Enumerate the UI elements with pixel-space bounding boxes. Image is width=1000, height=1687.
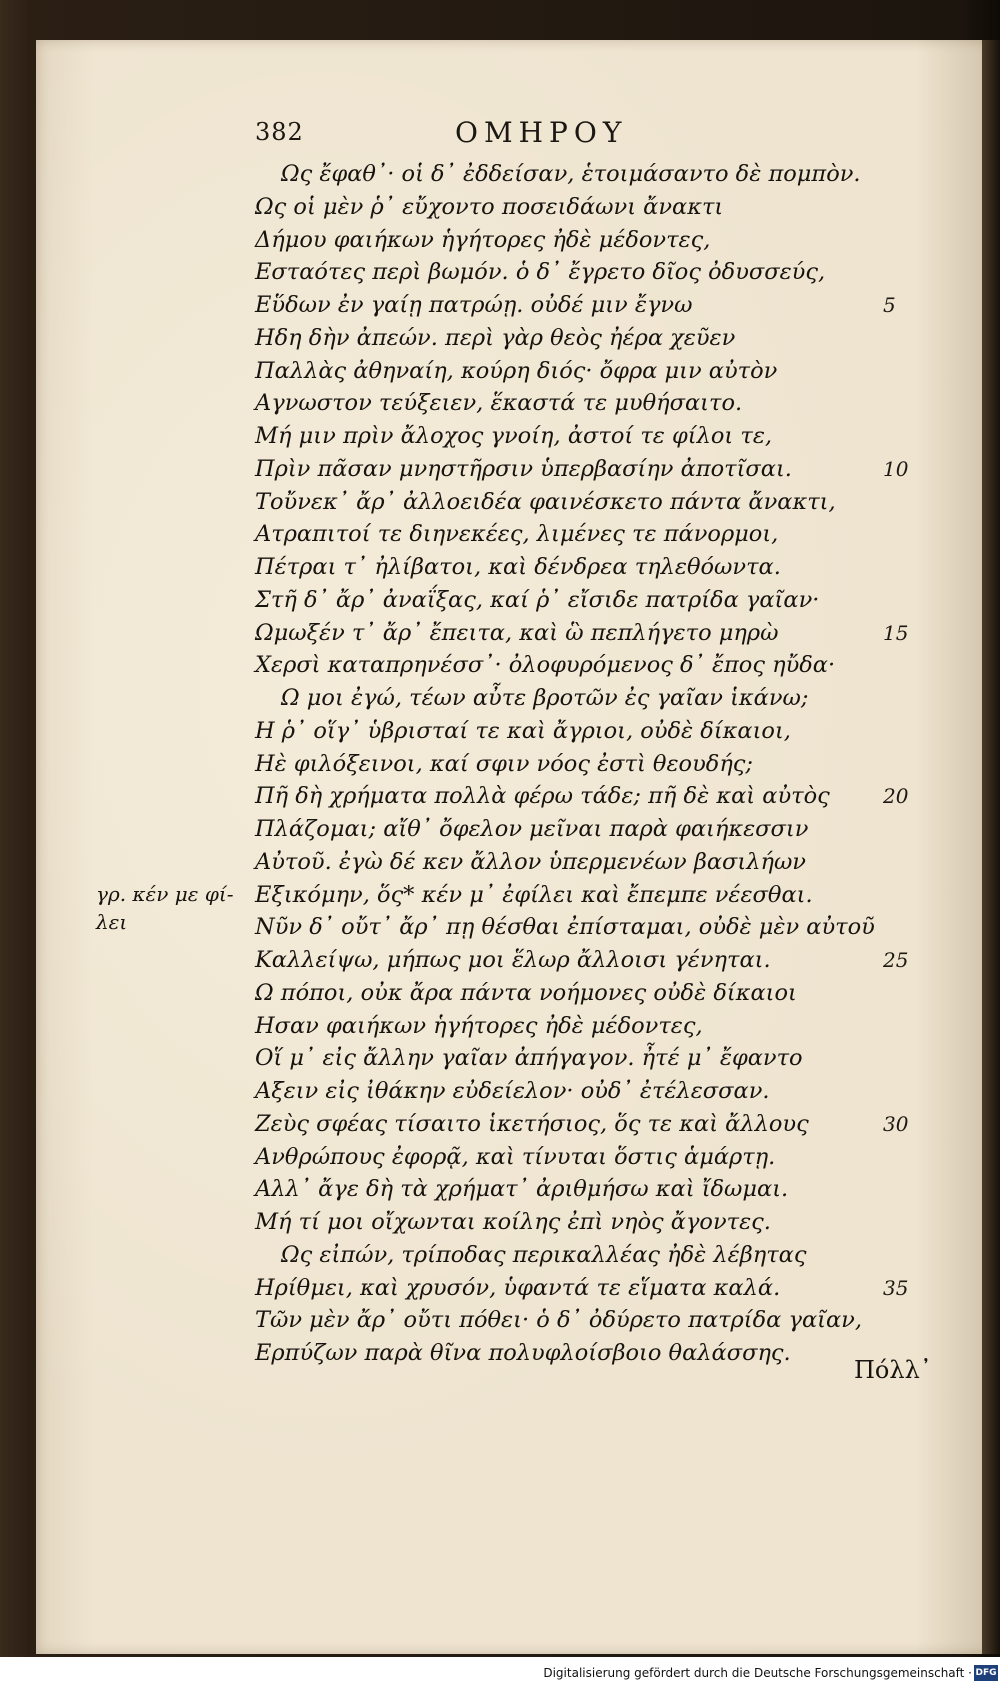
- page-number: 382: [255, 118, 304, 146]
- verse-line: [255, 715, 875, 748]
- verse-text: Εσταότες περὶ βωμόν. ὁ δ᾽ ἔγρετο δῖος ὀδυσσεύς,: [255, 259, 826, 286]
- verse-text: Μή μιν πρὶν ἄλοχος γνοίη, ἀστοί τε φίλοι τε,: [255, 423, 773, 449]
- verse-line: [255, 1042, 875, 1075]
- verse-text: Ω μοι ἐγώ, τέων αὖτε βροτῶν ἐς γαῖαν ἱκάνω;: [281, 685, 809, 711]
- verse-line: [255, 649, 875, 682]
- verse-line: [255, 158, 875, 191]
- verse-text: Ωμωξέν τ᾽ ἄρ᾽ ἔπειτα, καὶ ὣ πεπλήγετο μηρὼ: [255, 619, 779, 646]
- verse-text: Ζεὺς σφέας τίσαιτο ἱκετήσιος, ὅς τε καὶ ἄλλους: [255, 1110, 809, 1137]
- verse-text: Ως εἰπών, τρίποδας περικαλλέας ἠδὲ λέβητας: [281, 1241, 807, 1268]
- verse-line: [255, 911, 875, 944]
- verse-line: [255, 518, 875, 551]
- verse-text: Ατραπιτοί τε διηνεκέες, λιμένες τε πάνορμοι,: [255, 521, 779, 548]
- verse-line: [255, 355, 875, 388]
- dfg-logo-icon: DFG: [974, 1665, 998, 1681]
- verse-text: Ερπύζων παρὰ θῖνα πολυφλοίσβοιο θαλάσσης.: [255, 1340, 791, 1366]
- verse-text: Τοὔνεκ᾽ ἄρ᾽ ἀλλοειδέα φαινέσκετο πάντα ἄνακτι,: [255, 488, 836, 515]
- verse-line: [255, 1239, 875, 1272]
- verse-text: Ηὲ φιλόξεινοι, καί σφιν νόος ἐστὶ θεουδής;: [255, 750, 753, 777]
- page-header: [255, 118, 695, 158]
- verse-text: Η ῥ᾽ οἵγ᾽ ὑβρισταί τε καὶ ἄγριοι, οὐδὲ δίκαιοι,: [255, 717, 791, 744]
- verse-line: [255, 191, 875, 224]
- verse-line: [255, 944, 909, 977]
- verse-line: [255, 486, 875, 519]
- verse-line: [255, 584, 875, 617]
- verse-text: Ανθρώπους ἐφορᾷ, καὶ τίνυται ὅστις ἁμάρτῃ.: [255, 1143, 776, 1170]
- verse-text: Ησαν φαιήκων ἡγήτορες ἠδὲ μέδοντες,: [255, 1012, 703, 1039]
- running-title: ΟΜΗΡΟΥ: [455, 116, 628, 149]
- verse-line: [255, 1337, 875, 1370]
- verse-line: [255, 977, 875, 1010]
- verse-line: [255, 1272, 909, 1305]
- verse-line: [255, 780, 909, 813]
- verse-line: [255, 387, 875, 420]
- verse-text: Πέτραι τ᾽ ἠλίβατοι, καὶ δένδρεα τηλεθόωντα.: [255, 554, 781, 580]
- verse-text: Δήμου φαιήκων ἡγήτορες ἠδὲ μέδοντες,: [255, 226, 711, 253]
- verse-text: Παλλὰς ἀθηναίη, κούρη διός· ὄφρα μιν αὐτὸν: [255, 357, 778, 384]
- verse-text: Ηρίθμει, καὶ χρυσόν, ὑφαντά τε εἵματα καλά.: [255, 1274, 781, 1301]
- verse-line: [255, 846, 875, 879]
- verse-line: [255, 748, 875, 781]
- verse-line: [255, 322, 875, 355]
- verse-text: Αλλ᾽ ἄγε δὴ τὰ χρήματ᾽ ἀριθμήσω καὶ ἴδωμαι.: [255, 1176, 789, 1203]
- verse-text: Ως οἱ μὲν ῥ᾽ εὔχοντο ποσειδάωνι ἄνακτι: [255, 193, 724, 220]
- verse-line: [255, 551, 875, 584]
- verse-line: [255, 1075, 875, 1108]
- verse-text: Πῆ δὴ χρήματα πολλὰ φέρω τάδε; πῆ δὲ καὶ αὐτὸς: [255, 783, 830, 810]
- line-number: 20: [883, 784, 909, 809]
- verse-line: [255, 682, 875, 715]
- catchword: Πόλλ᾽: [854, 1356, 932, 1384]
- verse-text: Πρὶν πᾶσαν μνηστῆρσιν ὑπερβασίην ἀποτῖσαι.: [255, 455, 792, 482]
- verse-line: [255, 224, 875, 257]
- verse-text: Μή τί μοι οἴχωνται κοίλης ἐπὶ νηὸς ἄγοντες.: [255, 1209, 771, 1235]
- verse-line: [255, 879, 875, 912]
- verse-text: Αγνωστον τεύξειεν, ἕκαστά τε μυθήσαιτο.: [255, 390, 743, 417]
- line-number: 30: [883, 1111, 909, 1136]
- verse-line: [255, 420, 875, 453]
- verse-text: Καλλείψω, μήπως μοι ἕλωρ ἄλλοισι γένηται.: [255, 947, 771, 973]
- verse-text: Οἵ μ᾽ εἰς ἄλλην γαῖαν ἀπήγαγον. ἦτέ μ᾽ ἔφαντο: [255, 1045, 803, 1072]
- page-edge: [982, 40, 1000, 1654]
- verse-line: [255, 1010, 875, 1043]
- digitization-credit: Digitalisierung gefördert durch die Deutsche Forschungsgemeinschaft ·: [543, 1666, 972, 1680]
- line-number: 15: [883, 620, 909, 645]
- footer-strip: [0, 1657, 1000, 1687]
- verse-line: [255, 256, 875, 289]
- verse-line: [255, 1304, 875, 1337]
- verse-line: [255, 617, 909, 650]
- verse-text: Ηδη δὴν ἀπεών. περὶ γὰρ θεὸς ἠέρα χεῦεν: [255, 324, 736, 351]
- line-number: 10: [883, 456, 909, 481]
- verse-line: [255, 1141, 875, 1174]
- verse-text: Στῆ δ᾽ ἄρ᾽ ἀναΐξας, καί ῥ᾽ εἴσιδε πατρίδα γαῖαν·: [255, 586, 820, 613]
- line-number: 5: [883, 293, 896, 317]
- verse-text: Εξικόμην, ὅς* κέν μ᾽ ἐφίλει καὶ ἔπεμπε νέεσθαι.: [255, 881, 813, 908]
- verse-line: [255, 813, 875, 846]
- line-number: 25: [883, 948, 909, 972]
- line-number: 35: [883, 1275, 909, 1300]
- verse-line: [255, 1173, 875, 1206]
- verse-block: [255, 158, 909, 1370]
- verse-text: Πλάζομαι; αἴθ᾽ ὄφελον μεῖναι παρὰ φαιήκεσσιν: [255, 816, 809, 842]
- margin-note: γρ. κέν με φί- λει: [96, 882, 234, 934]
- verse-text: Ω πόποι, οὐκ ἄρα πάντα νοήμονες οὐδὲ δίκαιοι: [255, 979, 797, 1006]
- verse-line: [255, 1206, 875, 1239]
- verse-text: Νῦν δ᾽ οὔτ᾽ ἄρ᾽ πῃ θέσθαι ἐπίσταμαι, οὐδὲ μὲν αὐτοῦ: [255, 914, 875, 941]
- verse-text: Χερσὶ καταπρηνέσσ᾽· ὀλοφυρόμενος δ᾽ ἔπος ηὔδα·: [255, 652, 836, 679]
- verse-text: Ως ἔφαθ᾽· οἱ δ᾽ ἐδδείσαν, ἑτοιμάσαντο δὲ πομπὸν.: [281, 161, 861, 187]
- verse-text: Αὐτοῦ. ἐγὼ δέ κεν ἄλλον ὑπερμενέων βασιλήων: [255, 848, 806, 875]
- verse-line: [255, 289, 896, 322]
- verse-text: Αξειν εἰς ἰθάκην εὐδείελον· οὐδ᾽ ἐτέλεσσαν.: [255, 1078, 770, 1104]
- verse-line: [255, 1108, 909, 1141]
- verse-text: Τῶν μὲν ἄρ᾽ οὔτι πόθει· ὁ δ᾽ ὀδύρετο πατρίδα γαῖαν,: [255, 1307, 862, 1334]
- verse-line: [255, 453, 909, 486]
- verse-text: Εὕδων ἐν γαίῃ πατρώῃ. οὐδέ μιν ἔγνω: [255, 292, 693, 318]
